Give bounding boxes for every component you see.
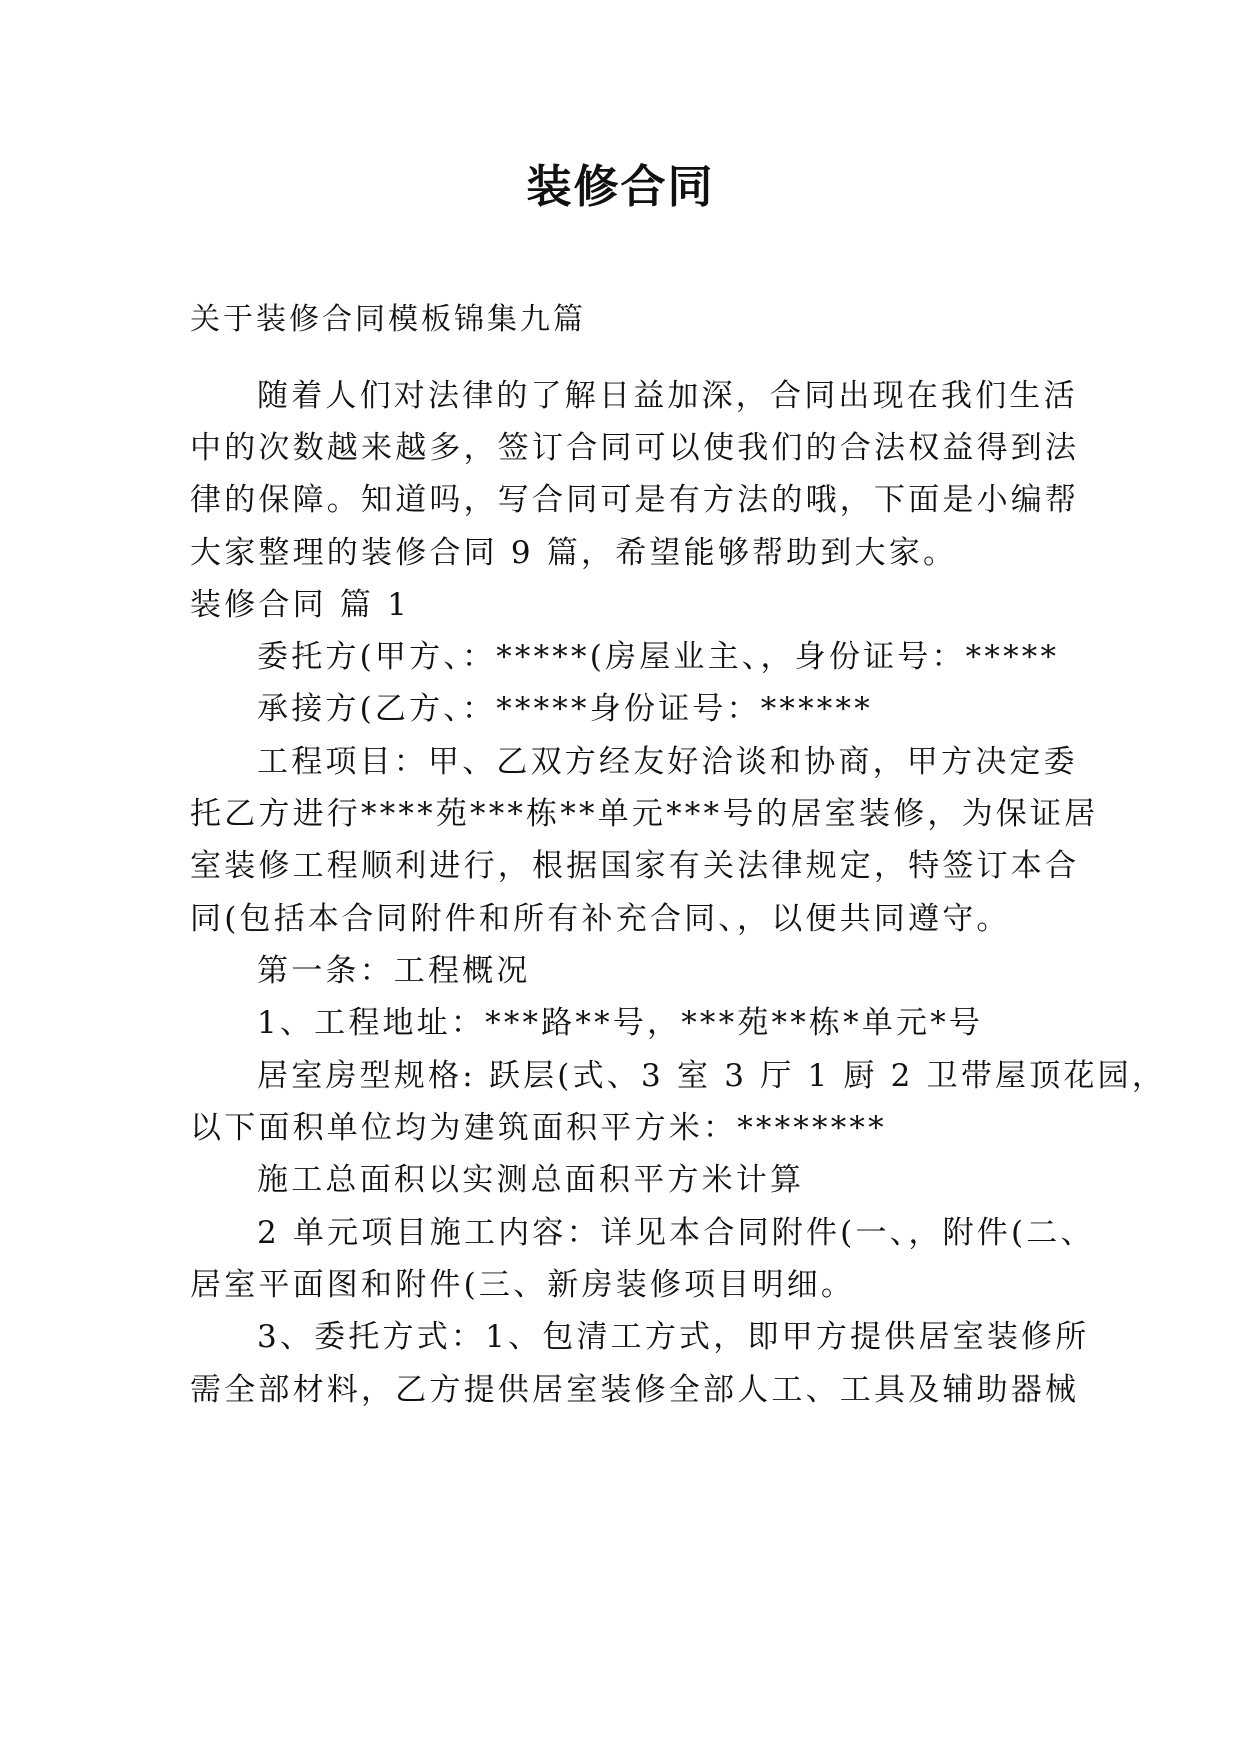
- paragraph-line: 3、委托方式：1、包清工方式，即甲方提供居室装修所: [257, 1319, 1090, 1355]
- paragraph-line: 2 单元项目施工内容：详见本合同附件(一、，附件(二、: [257, 1215, 1095, 1251]
- paragraph-line: 托乙方进行****苑***栋**单元***号的居室装修，为保证居: [190, 796, 1099, 832]
- paragraph-line: 施工总面积以实测总面积平方米计算: [257, 1162, 805, 1198]
- paragraph-line: 承接方(乙方、：*****身份证号：******: [257, 691, 873, 727]
- paragraph-line: 同(包括本合同附件和所有补充合同、，以便共同遵守。: [190, 901, 1011, 937]
- clause-heading: 第一条：工程概况: [257, 953, 531, 989]
- paragraph-line: 委托方(甲方、：*****(房屋业主、，身份证号：*****: [257, 639, 1060, 675]
- paragraph-line: 1、工程地址：***路**号，***苑**栋*单元*号: [257, 1005, 984, 1041]
- paragraph-line: 居室平面图和附件(三、新房装修项目明细。: [190, 1267, 856, 1303]
- paragraph-line: 大家整理的装修合同 9 篇，希望能够帮助到大家。: [190, 535, 958, 571]
- paragraph-line: 室装修工程顺利进行，根据国家有关法律规定，特签订本合: [190, 848, 1080, 884]
- document-title: 装修合同: [526, 160, 715, 213]
- paragraph-line: 需全部材料，乙方提供居室装修全部人工、工具及辅助器械: [190, 1372, 1080, 1408]
- paragraph-line: 中的次数越来越多，签订合同可以使我们的合法权益得到法: [190, 430, 1080, 466]
- document-subtitle: 关于装修合同模板锦集九篇: [190, 302, 586, 337]
- section-heading: 装修合同 篇 1: [190, 587, 411, 623]
- paragraph-line: 随着人们对法律的了解日益加深，合同出现在我们生活: [257, 378, 1078, 414]
- paragraph-line: 工程项目：甲、乙双方经友好洽谈和协商，甲方决定委: [257, 744, 1078, 780]
- paragraph-line: 居室房型规格: 跃层(式、3 室 3 厅 1 厨 2 卫带屋顶花园，: [257, 1058, 1167, 1094]
- paragraph-line: 以下面积单位均为建筑面积平方米：********: [190, 1110, 887, 1146]
- paragraph-line: 律的保障。知道吗，写合同可是有方法的哦，下面是小编帮: [190, 482, 1080, 518]
